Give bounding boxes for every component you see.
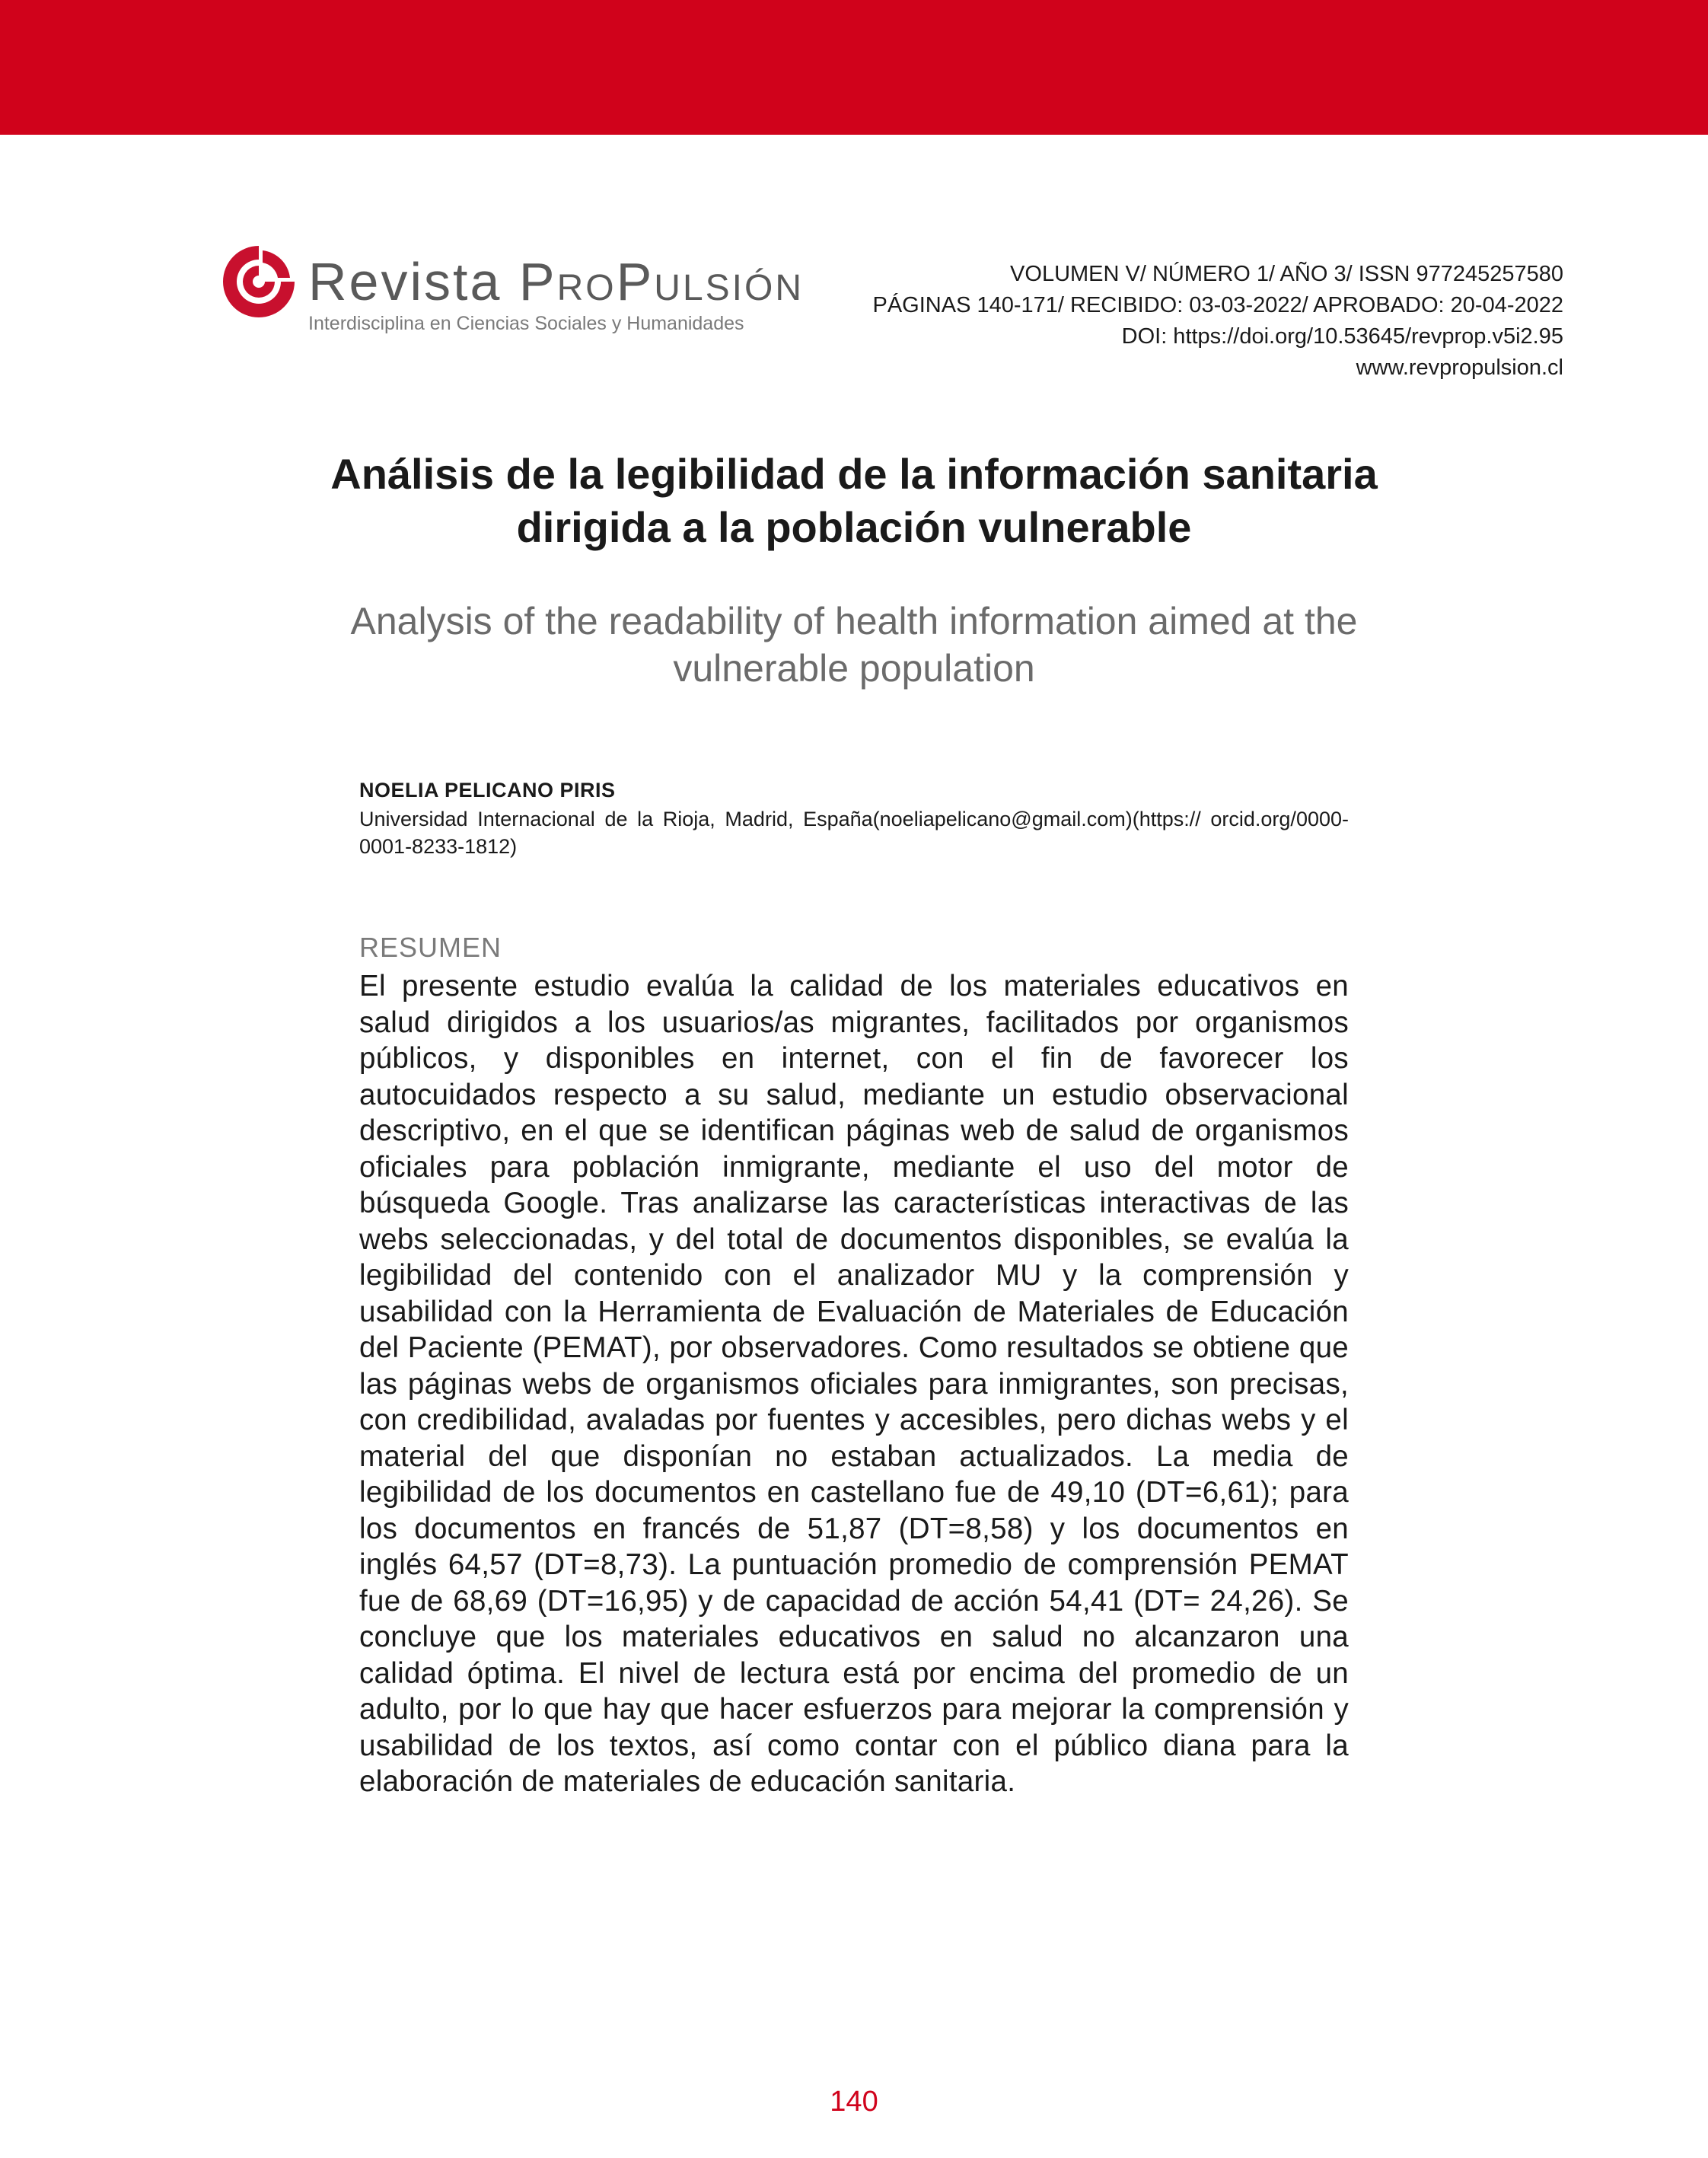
abstract-heading: RESUMEN (359, 932, 502, 963)
journal-name-p2: P (616, 252, 655, 311)
journal-name-revista: Revista (308, 252, 519, 311)
journal-name-ro: RO (556, 268, 617, 308)
article-title-spanish-line1: Análisis de la legibilidad de la información sanitaria (330, 450, 1378, 498)
author-name: NOELIA PELICANO PIRIS (359, 779, 616, 802)
doi-link[interactable]: DOI: https://doi.org/10.53645/revprop.v5i2.95 (1121, 324, 1563, 349)
abstract-section (359, 930, 1349, 1800)
abstract-body: El presente estudio evalúa la calidad de los materiales educativos en salud dirigidos a los usuarios/as migrantes, facilitados por organismos públicos, y disponibles en internet, con el fin de favorecer los autocuidados respecto a su salud, mediante un estudio observacional descriptivo, en el que se identifican páginas web de salud de organismos oficiales para población inmigrante, mediante el uso del motor de búsqueda Google. Tras analizarse las características interactivas de las webs seleccionadas, y del total de documentos disponibles, se evalúa la legibilidad del contenido con el analizador MU y la comprensión y usabilidad con la Herramienta de Evaluación de Materiales de Educación del Paciente (PEMAT), por observadores. Como resultados se obtiene que las páginas webs de organismos oficiales para inmigrantes, son precisas, con credibilidad, avaladas por fuentes y accesibles, pero dichas webs y el material del que disponían no estaban actualizados. La media de legibilidad de los documentos en castellano fue de 49,10 (DT=6,61); para los documentos en francés de 51,87 (DT=8,58) y los documentos en inglés 64,57 (DT=8,73). La puntuación promedio de comprensión PEMAT fue de 68,69 (DT=16,95) y de capacidad de acción 54,41 (DT= 24,26). Se concluye que los materiales educativos en salud no alcanzaron una calidad óptima. El nivel de lectura está por encima del promedio de un adulto, por lo que hay que hacer esfuerzos para mejorar la comprensión y usabilidad de los textos, así como contar con el público diana para la elaboración de materiales de educación sanitaria. (359, 970, 1349, 1798)
article-title-spanish-line2: dirigida a la población vulnerable (516, 503, 1192, 551)
author-affiliation: Universidad Internacional de la Rioja, Madrid, España(noeliapelicano@gmail.com)(https:// orcid.org/0000-0001-8233-1812) (359, 808, 1349, 858)
website-link[interactable]: www.revpropulsion.cl (1356, 355, 1563, 380)
issue-metadata (872, 259, 1563, 384)
issue-volume-line: VOLUMEN V/ NÚMERO 1/ AÑO 3/ ISSN 977245257580 (1010, 262, 1563, 286)
journal-name-ulsion: ULSIÓN (654, 268, 804, 308)
article-title-english-line2: vulnerable population (673, 647, 1035, 690)
author-block (359, 776, 1349, 860)
journal-tagline: Interdisciplina en Ciencias Sociales y Humanidades (308, 313, 744, 334)
propulsion-spiral-icon (217, 240, 301, 324)
page-number: 140 (830, 2086, 878, 2118)
issue-pages-line: PÁGINAS 140-171/ RECIBIDO: 03-03-2022/ APROBADO: 20-04-2022 (872, 293, 1563, 317)
journal-name (308, 252, 804, 315)
article-title-spanish (228, 448, 1480, 554)
journal-logo (217, 240, 811, 339)
article-title-english-line1: Analysis of the readability of health information aimed at the (350, 600, 1358, 642)
journal-name-p1: P (518, 252, 557, 311)
header-band (0, 0, 1708, 135)
article-title-english (228, 598, 1480, 692)
